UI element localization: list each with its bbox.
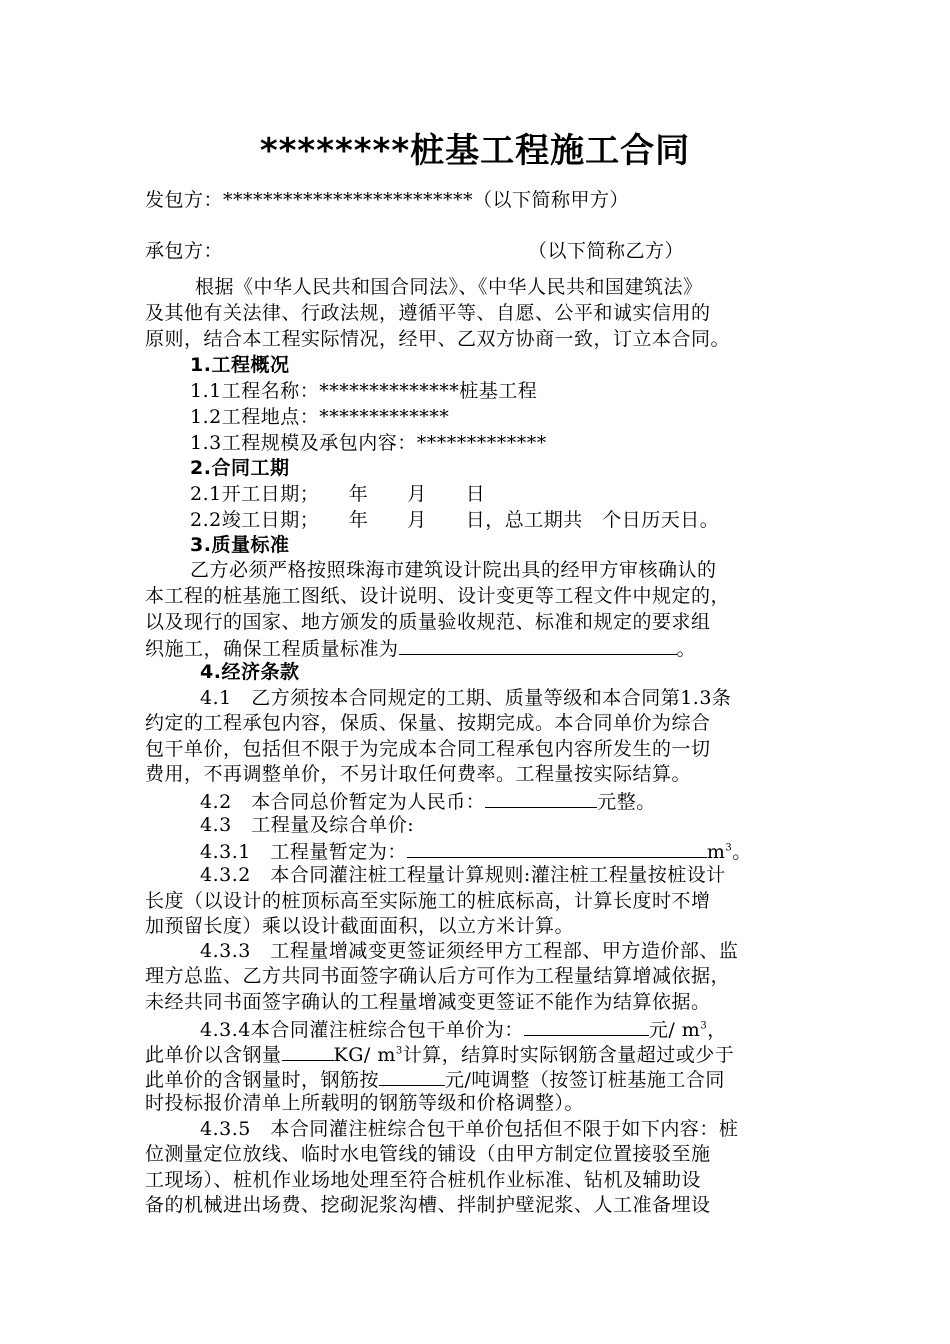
unit-price-label: 4.3.4本合同灌注桩综合包干单价为： — [200, 1019, 524, 1041]
total-price-blank — [485, 787, 597, 808]
party-b-label: 承包方： — [145, 240, 224, 262]
section-4-3-3-line-3: 未经共同书面签字确认的工程量增减变更签证不能作为结算依据。 — [145, 991, 711, 1013]
quality-standard-label: 织施工，确保工程质量标准为 — [145, 638, 399, 660]
section-1-3: 1.3工程规模及承包内容：************* — [190, 432, 547, 454]
steel-content-label: 此单价以含钢量 — [145, 1044, 282, 1066]
section-4-3-5-line-1: 4.3.5 本合同灌注桩综合包干单价包括但不限于如下内容：桩 — [200, 1118, 739, 1140]
intro-line-3: 原则，结合本工程实际情况，经甲、乙双方协商一致，订立本合同。 — [145, 328, 731, 350]
section-4-1-line-1: 4.1 乙方须按本合同规定的工期、质量等级和本合同第1.3条 — [200, 687, 732, 709]
party-a-line: 发包方：*************************（以下简称甲方） — [145, 189, 630, 211]
section-1-1: 1.1工程名称：**************桩基工程 — [190, 380, 538, 402]
section-4-3-3-line-1: 4.3.3 工程量增减变更签证须经甲方工程部、甲方造价部、监 — [200, 940, 739, 962]
quality-standard-end: 。 — [676, 638, 697, 660]
section-4-2 — [200, 787, 656, 815]
party-b-suffix: （以下简称乙方） — [528, 240, 685, 262]
section-4-3-2-line-1: 4.3.2 本合同灌注桩工程量计算规则:灌注桩工程量按桩设计 — [200, 864, 726, 886]
section-4-3-4-line-2 — [145, 1040, 734, 1068]
section-3-heading: 3.质量标准 — [190, 534, 290, 556]
quality-standard-blank — [399, 634, 677, 655]
section-4-3-2-line-3: 加预留长度）乘以设计截面面积，以立方米计算。 — [145, 915, 575, 937]
document-title: ********桩基工程施工合同 — [259, 131, 691, 171]
steel-content-unit-sup: 3 — [395, 1045, 403, 1057]
quantity-label: 4.3.1 工程量暂定为： — [200, 841, 407, 863]
section-2-heading: 2.合同工期 — [190, 457, 290, 479]
section-4-3-5-line-4: 备的机械进出场费、挖砌泥浆沟槽、拌制护壁泥浆、人工准备埋设 — [145, 1194, 711, 1216]
steel-content-blank — [282, 1040, 334, 1061]
section-4-3-4-line-3 — [145, 1065, 725, 1093]
intro-line-2: 及其他有关法律、行政法规，遵循平等、自愿、公平和诚实信用的 — [145, 302, 711, 324]
section-4-1-line-4: 费用，不再调整单价，不另计取任何费率。工程量按实际结算。 — [145, 763, 692, 785]
steel-content-unit: KG/ m — [333, 1044, 396, 1066]
quantity-unit: m — [706, 841, 726, 863]
steel-price-text: 元/吨调整（按签订桩基施工合同 — [445, 1069, 725, 1091]
section-4-1-line-3: 包干单价，包括但不限于为完成本合同工程承包内容所发生的一切 — [145, 738, 711, 760]
unit-price-unit-sup: 3 — [700, 1020, 708, 1032]
section-4-3-1 — [200, 837, 752, 865]
quantity-blank — [407, 837, 707, 858]
unit-price-unit: 元/ m — [648, 1019, 701, 1041]
unit-price-end: ， — [707, 1019, 727, 1041]
party-b-line — [145, 238, 684, 264]
quantity-unit-sup: 3 — [725, 842, 733, 854]
section-4-3-4-line-4: 时投标报价清单上所载明的钢筋等级和价格调整）。 — [145, 1092, 585, 1114]
section-2-2: 2.2竣工日期； 年 月 日，总工期共 个日历天日。 — [190, 509, 720, 531]
section-3-line-1: 乙方必须严格按照珠海市建筑设计院出具的经甲方审核确认的 — [190, 559, 717, 581]
section-4-3: 4.3 工程量及综合单价: — [200, 814, 415, 836]
section-4-1-line-2: 约定的工程承包内容，保质、保量、按期完成。本合同单价为综合 — [145, 712, 711, 734]
unit-price-blank — [524, 1015, 649, 1036]
quantity-end: 。 — [732, 841, 752, 863]
total-price-unit: 元整。 — [597, 791, 656, 813]
intro-line-1: 根据《中华人民共和国合同法》、《中华人民共和国建筑法》 — [195, 276, 703, 298]
steel-price-blank — [379, 1065, 445, 1086]
steel-content-text: 计算，结算时实际钢筋含量超过或少于 — [402, 1044, 735, 1066]
section-3-line-4 — [145, 634, 696, 662]
section-2-1: 2.1开工日期； 年 月 日 — [190, 483, 486, 505]
section-3-line-2: 本工程的桩基施工图纸、设计说明、设计变更等工程文件中规定的， — [145, 585, 731, 607]
section-4-3-4-line-1 — [200, 1015, 727, 1043]
section-1-heading: 1.工程概况 — [190, 354, 290, 376]
section-4-3-3-line-2: 理方总监、乙方共同书面签字确认后方可作为工程量结算增减依据， — [145, 965, 731, 987]
steel-price-label: 此单价的含钢量时，钢筋按 — [145, 1069, 380, 1091]
total-price-label: 4.2 本合同总价暂定为人民币： — [200, 791, 486, 813]
section-4-heading: 4.经济条款 — [200, 661, 300, 683]
section-4-3-5-line-3: 工现场）、桩机作业场地处理至符合桩机作业标准、钻机及辅助设 — [145, 1169, 702, 1191]
section-4-3-2-line-2: 长度（以设计的桩顶标高至实际施工的桩底标高，计算长度时不增 — [145, 890, 711, 912]
section-4-3-5-line-2: 位测量定位放线、临时水电管线的铺设（由甲方制定位置接驳至施 — [145, 1143, 711, 1165]
section-1-2: 1.2工程地点：************* — [190, 406, 450, 428]
section-3-line-3: 以及现行的国家、地方颁发的质量验收规范、标准和规定的要求组 — [145, 611, 711, 633]
